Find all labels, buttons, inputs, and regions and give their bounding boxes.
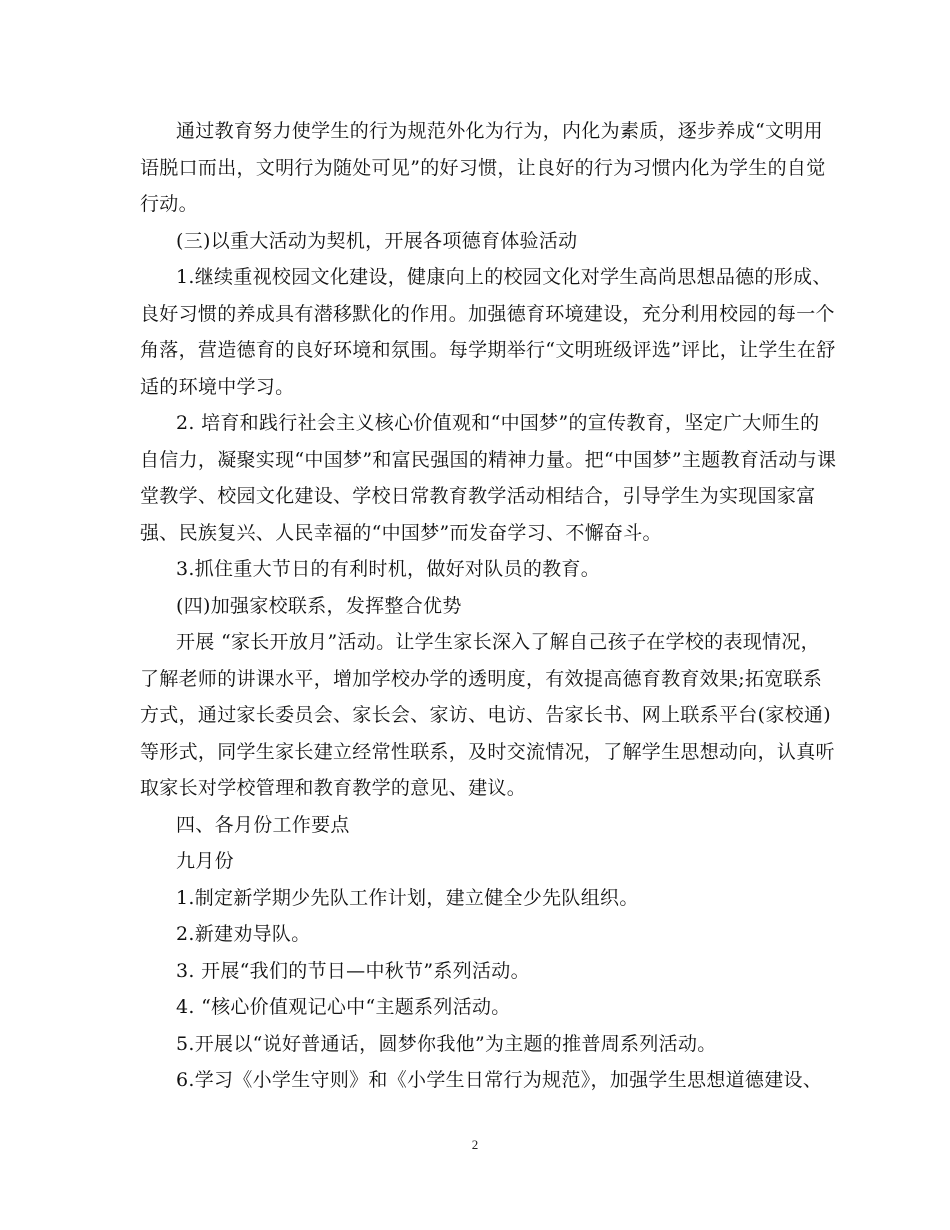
text-line: 开展 “家长开放月”活动。让学生家长深入了解自己孩子在学校的表现情况， [176,631,820,653]
text-line: 3.抓住重大节日的有利时机，做好对队员的教育。 [176,558,601,580]
text-line: 通过教育努力使学生的行为规范外化为行为，内化为素质，逐步养成“文明用 [176,120,823,142]
text-line: 自信力，凝聚实现“中国梦”和富民强国的精神力量。把“中国梦”主题教育活动与课 [140,448,837,471]
text-line: 适的环境中学习。 [140,375,295,398]
text-line: 良好习惯的养成具有潜移默化的作用。加强德育环境建设，充分利用校园的每一个 [140,302,835,325]
text-line: 强、民族复兴、人民幸福的“中国梦”而发奋学习、不懈奋斗。 [140,521,662,544]
text-line: (三)以重大活动为契机，开展各项德育体验活动 [176,229,578,252]
text-line: 等形式，同学生家长建立经常性联系，及时交流情况，了解学生思想动向，认真听 [140,740,835,763]
text-line: 九月份 [176,850,234,872]
text-line: 语脱口而出，文明行为随处可见”的好习惯，让良好的行为习惯内化为学生的自觉 [140,156,826,179]
text-line: 角落，营造德育的良好环境和氛围。每学期举行“文明班级评选”评比，让学生在舒 [140,339,836,361]
text-line: 1.制定新学期少先队工作计划，建立健全少先队组织。 [176,886,639,909]
text-line: 四、各月份工作要点 [176,813,350,836]
text-line: 1.继续重视校园文化建设，健康向上的校园文化对学生高尚思想品德的形成、 [176,266,832,288]
text-line: 堂教学、校园文化建设、学校日常教育教学活动相结合，引导学生为实现国家富 [140,485,816,507]
text-line: 取家长对学校管理和教育教学的意见、建议。 [140,777,527,799]
text-line: 了解老师的讲课水平，增加学校办学的透明度，有效提高德育教育效果;拓宽联系 [140,667,823,690]
text-line: 4. “核心价值观记心中“主题系列活动。 [176,996,511,1018]
document-body [140,113,837,1099]
text-line: 3. 开展“我们的节日—中秋节”系列活动。 [176,959,530,982]
text-line: 2.新建劝导队。 [176,923,311,945]
page-number: 2 [471,1137,479,1152]
text-line: (四)加强家校联系，发挥整合优势 [176,594,462,617]
text-line: 5.开展以“说好普通话，圆梦你我他”为主题的推普周系列活动。 [176,1032,717,1055]
text-line: 2. 培育和践行社会主义核心价值观和“中国梦”的宣传教育，坚定广大师生的 [176,412,820,434]
text-line: 方式，通过家长委员会、家长会、家访、电访、告家长书、网上联系平台(家校通) [140,704,831,726]
text-line: 6.学习《小学生守则》和《小学生日常行为规范》，加强学生思想道德建设、 [176,1069,823,1091]
text-line: 行动。 [140,193,198,215]
